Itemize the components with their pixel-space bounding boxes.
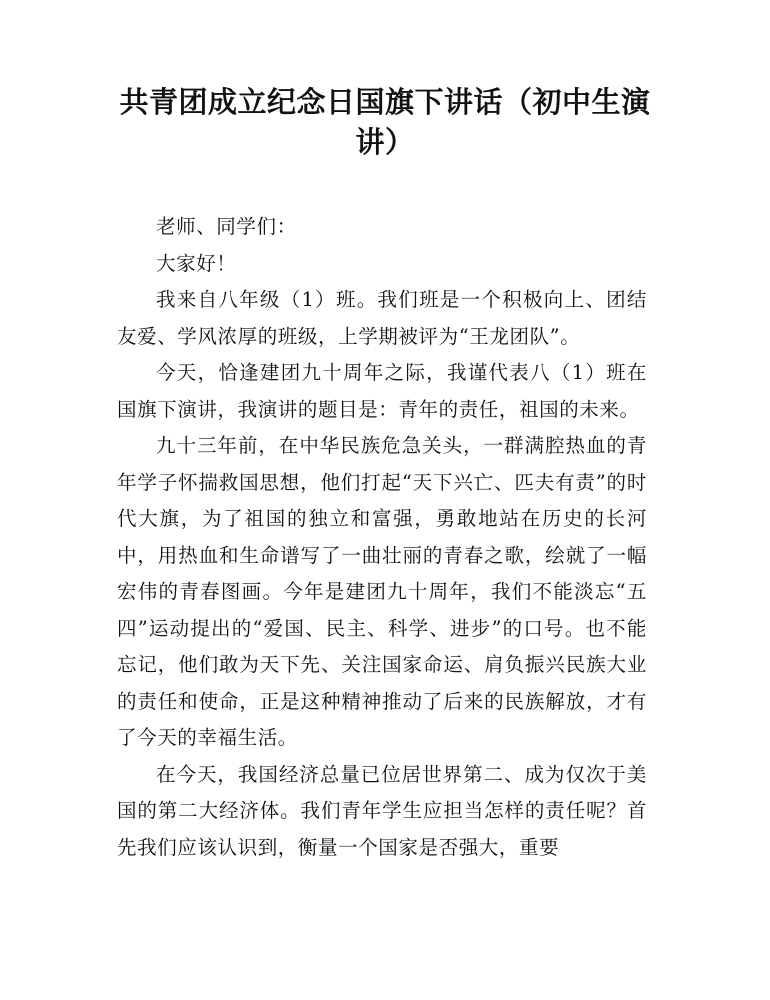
document-body (117, 209, 647, 866)
today-paragraph: 在今天，我国经济总量已位居世界第二、成为仅次于美国的第二大经济体。我们青年学生应担当怎样的责任呢？首先我们应该认识到，衡量一个国家是否强大，重要 (117, 762, 647, 859)
document-title: 共青团成立纪念日国旗下讲话（初中生演讲） (119, 85, 651, 159)
intro-paragraph: 我来自八年级（1）班。我们班是一个积极向上、团结友爱、学风浓厚的班级，上学期被评为“王龙团队”。 (117, 288, 647, 348)
topic-paragraph: 今天，恰逢建团九十周年之际，我谨代表八（1）班在国旗下演讲，我演讲的题目是：青年的责任，祖国的未来。 (117, 361, 647, 421)
hello-paragraph: 大家好！ (156, 251, 237, 275)
greeting-paragraph: 老师、同学们： (156, 215, 297, 238)
history-paragraph: 九十三年前，在中华民族危急关头，一群满腔热血的青年学子怀揣救国思想，他们打起“天下兴亡、匹夫有责”的时代大旗，为了祖国的独立和富强，勇敢地站在历史的长河中，用热血和生命谱写了一曲壮丽的青春之歌，绘就了一幅宏伟的青春图画。今年是建团九十周年，我们不能淡忘“五四”运动提出的“爱国、民主、科学、进步”的口号。也不能忘记，他们敢为天下先、关注国家命运、肩负振兴民族大业的责任和使命，正是这种精神推动了后来的民族解放，才有了今天的幸福生活。 (117, 434, 647, 749)
